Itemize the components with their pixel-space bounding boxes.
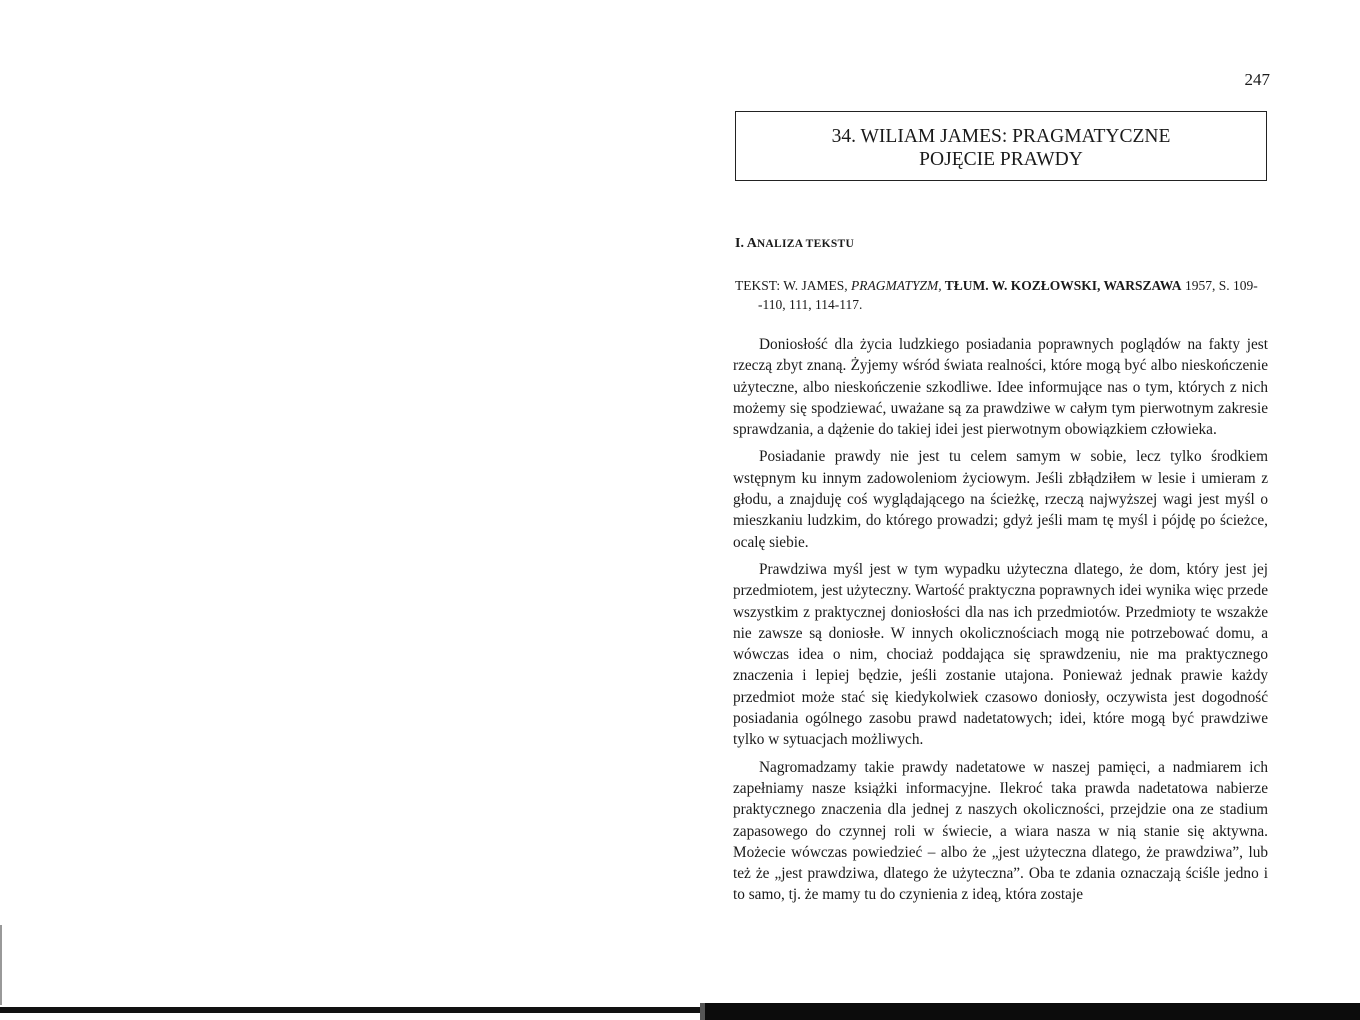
left-scan-edge [0,925,2,1005]
paragraph-3: Prawdziwa myśl jest w tym wypadku użyteczna dlatego, że dom, który jest jej przedmiotem, jest użyteczny. Wartość praktyczna poprawnych idei wynika więc przede wszystkim z praktycznej doniosłości dla nas ich przedmiotów. Przedmioty te wszakże nie zawsze są doniosłe. W innych okolicznościach mogą nie potrzebować domu, a wówczas idea o nim, chociaż poddająca się sprawdzeniu, nie ma praktycznego znaczenia i lepiej będzie, jeśli zostanie utajona. Ponieważ jednak prawie każdy przedmiot może stać się kiedykolwiek czasowo doniosły, oczywista jest dogodność posiadania ogólnego zasobu prawd nadetatowych; idei, które mogą być prawdziwe tylko w sytuacjach możliwych. [733,560,1268,749]
chapter-title-line-1: 34. WILIAM JAMES: PRAGMATYCZNE [831,126,1171,147]
chapter-title-line-2: POJĘCIE PRAWDY [919,149,1083,170]
source-reference [735,276,1270,314]
section-title-rest: NALIZA TEKSTU [756,238,855,250]
source-translator: TŁUM. W. KOZŁOWSKI, WARSZAWA [941,278,1182,293]
paragraph-2: Posiadanie prawdy nie jest tu celem samym w sobie, lecz tylko środkiem wstępnym ku innym zadowoleniom życiowym. Jeśli zbłądziłem w lesie i umieram z głodu, a znajduję coś wyglądającego na ścieżkę, rzeczą najwyższej wagi jest myśl o mieszkaniu ludzkim, do którego prowadzi; gdyż jeśli mam tę myśl i pójdę po ścieżce, ocalę siebie. [733,448,1268,551]
source-year-pages: 1957, S. 109- [1181,278,1258,293]
body-text [733,334,1268,912]
source-work-title: PRAGMATYZM, [850,278,942,293]
page-number: 247 [1244,70,1270,89]
source-prefix: TEKST: W. JAMES, [735,278,851,293]
scan-bar-left [0,1007,700,1013]
scan-bottom-edge [0,1003,1360,1020]
section-heading [735,236,854,252]
section-cap: A [746,236,757,251]
chapter-title-box [735,111,1267,181]
section-numeral: I. [735,236,744,251]
paragraph-4: Nagromadzamy takie prawdy nadetatowe w naszej pamięci, a nadmiarem ich zapełniamy nasze książki informacyjne. Ilekroć taka prawda nadetatowa nabierze praktycznego znaczenia dla jednej z naszych okoliczności, przejdzie ona ze stadium zapasowego do czynnej roli w świecie, a wiara nasza w nią stanie się aktywna. Możecie wówczas powiedzieć – albo że „jest użyteczna dlatego, że prawdziwa”, lub też że „jest prawdziwa, dlatego że użyteczna”. Oba te zdania oznaczają ściśle jedno i to samo, tj. że mamy tu do czynienia z ideą, która zostaje [733,758,1268,904]
scan-bar-right [705,1003,1360,1020]
paragraph-1: Doniosłość dla życia ludzkiego posiadania poprawnych poglądów na fakty jest rzeczą zbyt znaną. Żyjemy wśród świata realności, które mogą być albo nieskończenie użyteczne, albo nieskończenie szkodliwe. Idee informujące nas o tym, których z nich możemy się spodziewać, uważane są za prawdziwe w całym tym pierwotnym zakresie sprawdzania, a dążenie do takiej idei jest pierwotnym obowiązkiem człowieka. [733,336,1268,439]
source-pages-continued: -110, 111, 114-117. [758,297,863,312]
